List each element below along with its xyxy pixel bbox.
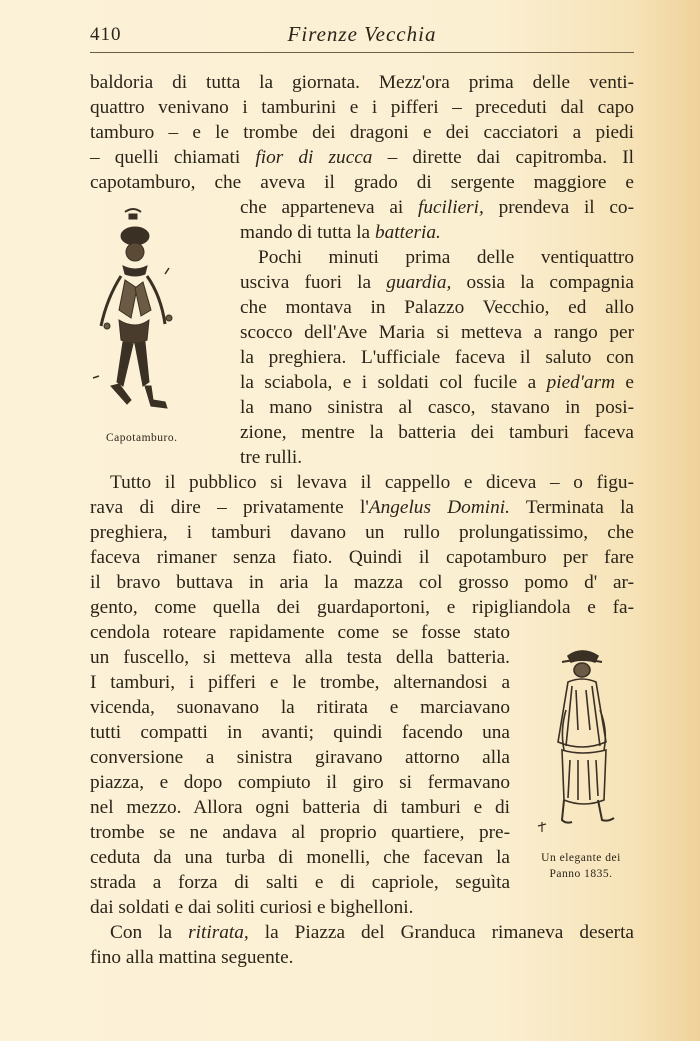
page-number: 410 [90,24,122,45]
text-line: la mano sinistra al casco, stavano in posi- [240,397,634,418]
text-line: scocco dell'Ave Maria si metteva a rango per [240,322,634,343]
header-rule [90,52,634,53]
text-line: tre rulli. [240,447,303,468]
drummer-illustration [85,200,195,425]
drummer-caption: Capotamburo. [106,432,178,444]
text-line: un fuscello, si metteva alla testa della batteria. [90,647,510,668]
text-line: Con la ritirata, la Piazza del Granduca rimaneva deserta [110,922,634,943]
text-line: la preghiera. L'ufficiale faceva il saluto con [240,347,634,368]
text-line: quattro venivano i tamburini e i pifferi – preceduti dal capo [90,97,634,118]
text-line: I tamburi, i pifferi e le trombe, alternandosi a [90,672,510,693]
text-line: strada a forza di salti e di capriole, seguìta [90,872,510,893]
text-line: dai soldati e dai soliti curiosi e bighelloni. [90,897,414,918]
page-header [90,22,634,50]
gentleman-illustration [532,640,632,845]
text-line: trombe se ne andava al proprio quartiere, pre- [90,822,510,843]
text-line: conversione a sinistra giravano attorno alla [90,747,510,768]
text-line: faceva rimaner senza fiato. Quindi il capotamburo per fare [90,547,634,568]
text-line: cendola roteare rapidamente come se fosse stato [90,622,510,643]
gentleman-caption-line2: Panno 1835. [549,868,613,880]
text-line: fino alla mattina seguente. [90,947,294,968]
text-line: baldoria di tutta la giornata. Mezz'ora prima delle venti- [90,72,634,93]
text-line: tamburo – e le trombe dei dragoni e dei cacciatori a piedi [90,122,634,143]
text-line: rava di dire – privatamente l'Angelus Domini. Terminata la [90,497,634,518]
text-line: preghiera, i tamburi davano un rullo prolungatissimo, che [90,522,634,543]
gentleman-caption-line1: Un elegante dei [541,852,621,864]
text-line: mando di tutta la batteria. [240,222,441,243]
text-line: capotamburo, che aveva il grado di sergente maggiore e [90,172,634,193]
text-line: il bravo buttava in aria la mazza col grosso pomo d' ar- [90,572,634,593]
text-line: Pochi minuti prima delle ventiquattro [258,247,634,268]
text-line: che apparteneva ai fucilieri, prendeva il co- [240,197,634,218]
text-line: piazza, e dopo compiuto il giro si fermavano [90,772,510,793]
text-line: nel mezzo. Allora ogni batteria di tamburi e di [90,797,510,818]
text-line: – quelli chiamati fior di zucca – dirette dai capitromba. Il [90,147,634,168]
text-line: tutti compatti in avanti; quindi facendo una [90,722,510,743]
text-line: che montava in Palazzo Vecchio, ed allo [240,297,634,318]
text-line: ceduta da una turba di monelli, che facevan la [90,847,510,868]
text-line: zione, mentre la batteria dei tamburi faceva [240,422,634,443]
text-line: Tutto il pubblico si levava il cappello e diceva – o figu- [110,472,634,493]
text-line: vicenda, suonavano la ritirata e marciavano [90,697,510,718]
text-line: usciva fuori la guardia, ossia la compagnia [240,272,634,293]
text-line: gento, come quella dei guardaportoni, e ripigliandola e fa- [90,597,634,618]
text-line: la sciabola, e i soldati col fucile a pied'arm e [240,372,634,393]
running-title: Firenze Vecchia [287,22,437,46]
